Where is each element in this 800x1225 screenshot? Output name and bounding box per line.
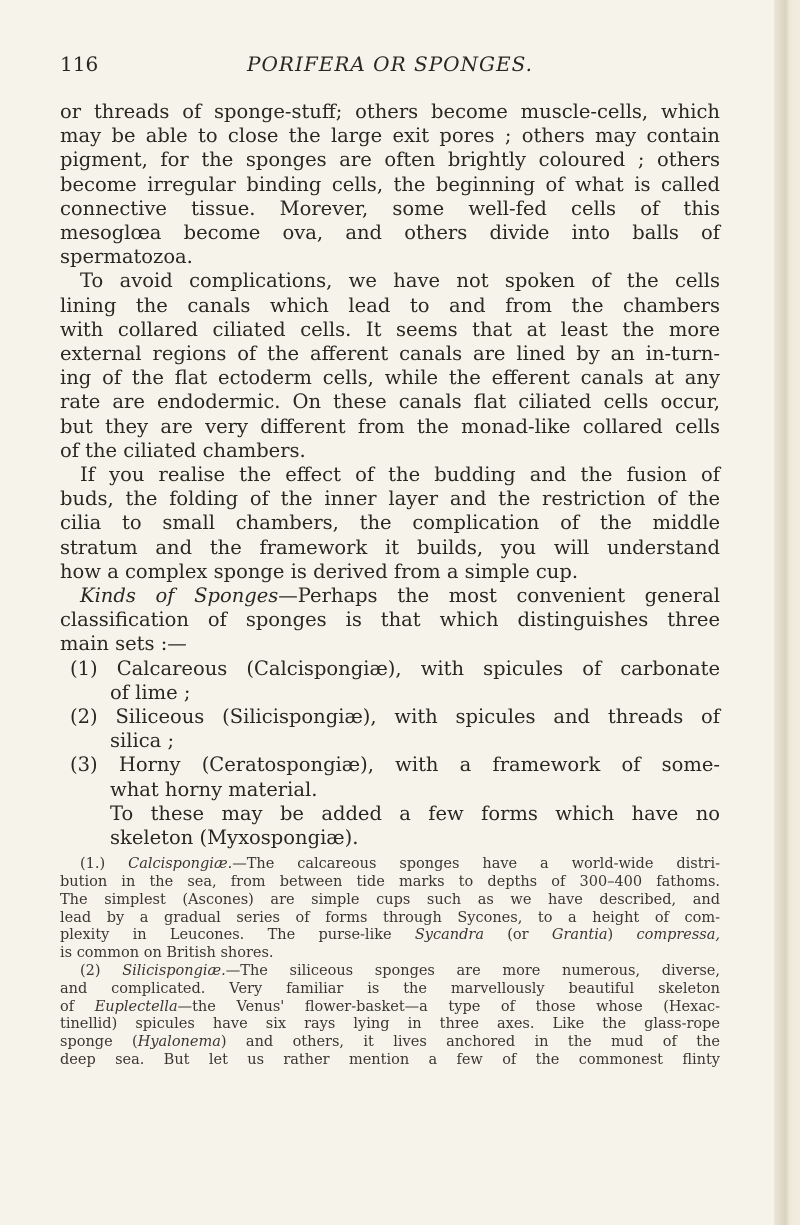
note-line [60,963,720,981]
list-number: (2) [70,705,98,729]
list-number: (3) [70,753,98,777]
text-line: To these may be added a few forms which have no [110,801,720,825]
note-term: Silicispongiæ. [122,963,226,980]
list-text: Siliceous (Silicispongiæ), with spicules and threads of [115,705,721,729]
text-span: ) [607,927,637,944]
text-line: buds, the folding of the inner layer and the restriction of the [60,487,720,511]
text-line: main sets :— [60,632,187,656]
text-span: sponge ( [60,1034,138,1051]
list-item-2-cont: silica ; [110,729,175,753]
note-line [60,927,720,945]
list-item-1 [60,657,720,681]
text-line: connective tissue. Morever, some well-fed cells of this [60,196,720,220]
section-heading-line [60,584,720,608]
text-span: —the Venus' flower-basket—a type of those whose (Hexac- [177,998,720,1015]
note-line [60,856,720,874]
text-line: external regions of the afferent canals are lined by an in-turn- [60,342,720,366]
note-line [60,999,720,1017]
page-header [60,52,720,82]
text-line: lining the canals which lead to and from the chambers [60,293,720,317]
list-text: Horny (Ceratospongiæ), with a framework of some- [118,753,721,777]
list-item-2 [60,705,720,729]
genus-name: Euplectella [94,998,178,1015]
note-line [60,1034,720,1052]
text-line: ing of the flat ectoderm cells, while the efferent canals at any [60,366,720,390]
page-number: 116 [60,52,99,76]
text-line: To avoid complications, we have not spoken of the cells [80,269,720,293]
list-text: Calcareous (Calcispongiæ), with spicules of carbonate [116,656,721,680]
text-line: with collared ciliated cells. It seems that at least the more [60,317,720,341]
note-line: The simplest (Ascones) are simple cups such as we have described, and [60,891,720,908]
species-name: Grantia [551,927,608,944]
text-span: —Perhaps the most convenient general [278,584,720,608]
note-line: tinellid) spicules have six rays lying in three axes. Like the glass-rope [60,1016,720,1033]
text-span: —The calcareous sponges have a world-wide distri- [232,856,720,873]
text-line: mesoglœa become ova, and others divide into balls of [60,221,720,245]
note-number: (2) [80,963,101,980]
text-line: pigment, for the sponges are often brightly coloured ; others [60,148,720,172]
text-span: —The siliceous sponges are more numerous, diverse, [225,963,720,980]
text-line: of the ciliated chambers. [60,438,306,462]
text-line: spermatozoa. [60,245,193,269]
genus-name: Hyalonema [137,1034,221,1051]
text-span: of [60,998,95,1015]
text-line: skeleton (Myxospongiæ). [110,826,359,850]
text-line: classification of sponges is that which distinguishes three [60,608,720,632]
note-term: Calcispongiæ. [128,856,233,873]
text-line: how a complex sponge is derived from a simple cup. [60,559,579,583]
running-title: PORIFERA OR SPONGES. [247,52,533,76]
note-line: is common on British shores. [60,945,274,962]
list-item-3-cont: what horny material. [110,777,318,801]
text-line: or threads of sponge-stuff; others become muscle-cells, which [60,100,720,123]
note-line: deep sea. But let us rather mention a few of the commonest flinty [60,1052,720,1069]
list-item-1-cont: of lime ; [110,680,191,704]
species-name: Sycandra [414,927,484,944]
main-text [60,100,720,1070]
note-line: lead by a gradual series of forms through Sycones, to a height of com- [60,909,720,926]
note-line: and complicated. Very familiar is the marvellously beautiful skeleton [60,980,720,997]
text-span: ) and others, it lives anchored in the mud of the [220,1034,721,1051]
text-line: may be able to close the large exit pores ; others may contain [60,124,720,148]
note-number: (1.) [80,856,106,873]
text-line: If you realise the effect of the budding and the fusion of [80,463,720,487]
text-line: but they are very different from the monad-like collared cells [60,414,720,438]
text-line: rate are endodermic. On these canals flat ciliated cells occur, [60,390,720,414]
list-item-3 [60,753,720,777]
note-line: bution in the sea, from between tide marks to depths of 300–400 fathoms. [60,874,720,891]
section-heading: Kinds of Sponges [80,584,279,608]
text-line: stratum and the framework it builds, you will understand [60,535,720,559]
text-line: become irregular binding cells, the beginning of what is called [60,172,720,196]
text-span: (or [483,927,552,944]
text-span: plexity in Leucones. The purse-like [60,927,415,944]
list-number: (1) [70,656,98,680]
page-edge-shadow [774,0,800,1225]
text-line: cilia to small chambers, the complication of the middle [60,511,720,535]
species-name: compressa, [636,927,720,944]
